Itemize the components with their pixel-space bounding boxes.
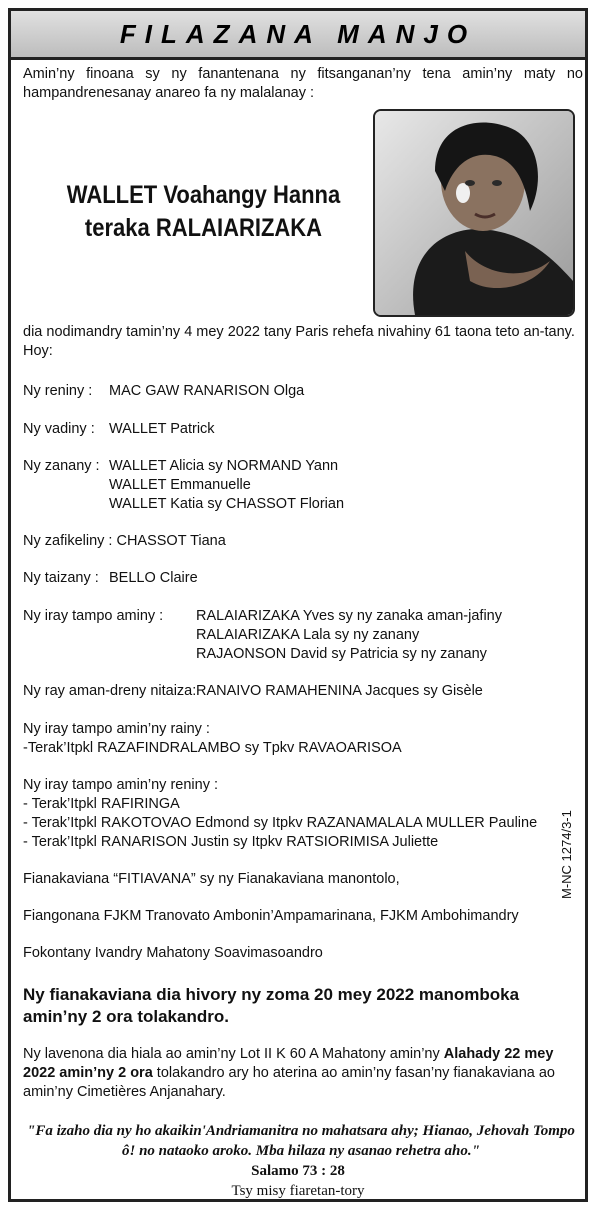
burial-text-part1: Ny lavenona dia hiala ao amin’ny Lot II K 60 A Mahatony amin’ny [23,1046,444,1062]
church-line-1: Fianakaviana “FITIAVANA” sy ny Fianakaviana manontolo, [23,871,400,887]
header-banner [11,11,585,60]
zanany-list [109,457,344,514]
quote-reference: Salamo 73 : 28 [251,1163,345,1179]
rainy-section [23,720,402,758]
list-item: RALAIARIZAKA Lala sy ny zanany [196,627,420,643]
list-item: - Terak’Itpkl RAFIRINGA [23,796,180,812]
renin-section [23,776,537,852]
tampo-list [196,607,502,664]
list-item: -Terak’Itpkl RAZAFINDRALAMBO sy Tpkv RAVAOARISOA [23,740,402,756]
church-line-2: Fiangonana FJKM Tranovato Ambonin’Ampamarinana, FJKM Ambohimandry [23,908,519,924]
list-item: WALLET Alicia sy NORMAND Yann [109,458,339,474]
death-notice-hoy: Hoy: [23,343,53,359]
reniny-label: Ny reniny : [23,383,93,399]
portrait-image [375,111,573,315]
aman-dreny-value: RANAIVO RAMAHENINA Jacques sy Gisèle [196,683,483,699]
rainy-label: Ny iray tampo amin’ny rainy : [23,721,210,737]
zanany-label: Ny zanany : [23,458,100,474]
tampo-label: Ny iray tampo aminy : [23,608,164,624]
aman-dreny-label: Ny ray aman-dreny nitaiza: [23,683,197,699]
list-item: WALLET Emmanuelle [109,477,251,493]
vadiny-value: WALLET Patrick [109,421,215,437]
church-line-3: Fokontany Ivandry Mahatony Soavimasoandro [23,945,323,961]
death-notice [23,323,583,361]
funeral-announcement: Ny fianakaviana dia hivory ny zoma 20 mey 2022 manomboka amin’ny 2 ora tolakandro. [23,985,520,1026]
renin-label: Ny iray tampo amin’ny reniny : [23,777,219,793]
list-item: - Terak’Itpkl RAKOTOVAO Edmond sy Itpkv RAZANAMALALA MULLER Pauline [23,815,538,831]
taizany-label: Ny taizany : [23,570,99,586]
death-notice-line: dia nodimandry tamin’ny 4 mey 2022 tany Paris rehefa nivahiny 61 taona teto an-tany. [23,324,575,340]
bible-quote: "Fa izaho dia ny ho akaikin'Andriamanitra no mahatsara ahy; Hianao, Jehovah Tompo ô! no nataoko aroko. Mba hilaza ny asanao rehetra aho." [27,1123,575,1159]
taizany-value: BELLO Claire [109,570,198,586]
list-item: RALAIARIZAKA Yves sy ny zanaka aman-jafiny [196,608,502,624]
reference-code: M-NC 1274/3-1 [559,810,574,899]
zafikeliny-line: Ny zafikeliny : CHASSOT Tiana [23,533,226,549]
portrait-photo [373,109,575,317]
list-item: RAJAONSON David sy Patricia sy ny zanany [196,646,487,662]
deceased-name [52,179,356,245]
reniny-value: MAC GAW RANARISON Olga [109,383,305,399]
notice-frame [8,8,588,1202]
burial-text [23,1045,579,1102]
intro-text: Amin’ny finoana sy ny fanantenana ny fitsanganan’ny tena amin’ny maty no hampandrenesanay anareo fa ny malalanay : [23,66,583,101]
closing-note: Tsy misy fiaretan-tory [231,1183,365,1199]
list-item: - Terak’Itpkl RANARISON Justin sy Itpkv RATSIORIMISA Juliette [23,834,439,850]
page-title: FILAZANA MANJO [119,19,477,49]
deceased-name-line2: teraka RALAIARIZAKA [84,214,323,242]
deceased-name-line1: WALLET Voahangy Hanna [66,181,341,209]
vadiny-label: Ny vadiny : [23,421,95,437]
list-item: WALLET Katia sy CHASSOT Florian [109,496,345,512]
burial-date: Alahady 22 mey 2022 amin’ny 2 ora [23,1046,554,1081]
burial-text-part2: tolakandro ary ho aterina ao amin’ny fasan’ny fianakaviana ao amin’ny Cimetières Anjanahary. [23,1065,555,1100]
